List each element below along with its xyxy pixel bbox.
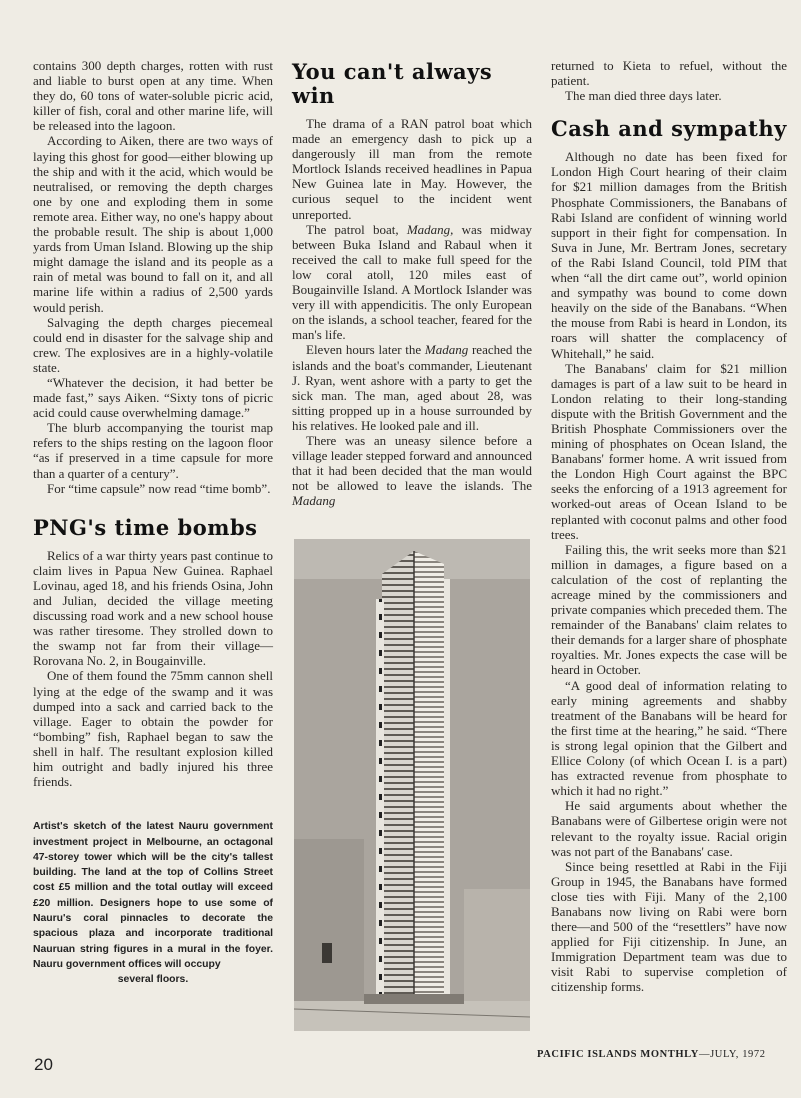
page-number: 20 — [34, 1055, 53, 1074]
photo-caption — [33, 819, 273, 987]
article-paragraph: The patrol boat, Madang, was midway between Buka Island and Rabaul when it received the call to make full speed for the low coral atoll, 120 miles east of Bougainville Island. A Mortlock Islander was very ill with appendicitis. The only European on the islands, a school teacher, feared for the man's life. — [292, 221, 532, 343]
headline-you-cant-always-win: You can't always win — [292, 59, 493, 108]
article-paragraph: The man died three days later. — [565, 88, 722, 104]
article-paragraph: returned to Kieta to refuel, without the patient. — [551, 58, 787, 89]
column-3 — [551, 58, 787, 995]
caption-text: Artist's sketch of the latest Nauru government investment project in Melbourne, an octagonal 47-storey tower which will be the city's tallest building. The land at the top of Collins Street cost £5 million and the total outlay will exceed £20 million. Designers hope to use some of Nauru's coral pinnacles to decorate the spacious plaza and incorporate traditional Nauruan string figures in a mural in the foyer. Nauru government offices will occupy — [33, 821, 273, 970]
issue-date: —JULY, 1972 — [699, 1049, 766, 1060]
running-footer — [537, 1049, 766, 1060]
article-paragraph: He said arguments about whether the Banabans were of Gilbertese origin were not relevant to the royalty issue. Racial origin was not part of the Banabans' case. — [551, 798, 787, 859]
caption-text-end: several floors. — [117, 974, 189, 986]
article-paragraph: The drama of a RAN patrol boat which made an emergency dash to pick up a dangerously ill man from the remote Mortlock Islands received headlines in Papua New Guinea late in May. However, the curious sequel to the incident went unreported. — [292, 116, 532, 222]
article-paragraph: “A good deal of information relating to early mining agreements and shabby treatment of the Banabans will be heard for the first time at the hearing,” he said. “There is strong legal opinion that the Gilbert and Ellice Colony (of which Ocean I. is a part) has extracted revenue from phosphate to which it had no right.” — [551, 677, 787, 799]
article-paragraph: contains 300 depth charges, rotten with rust and liable to burst open at any time. When they do, 60 tons of water-soluble picric acid, killer of fish, coral and other marine life, will be released into the lagoon. — [33, 58, 273, 134]
ship-name: Madang — [424, 342, 469, 358]
headline-cash-and-sympathy: Cash and sympathy — [551, 116, 787, 142]
article-paragraph: Eleven hours later the Madang reached the islands and the boat's commander, Lieutenant J. Ryan, went ashore with a party to get the sick man. The man, aged about 28, was sitting propped up in a house surrounded by his relatives. He looked pale and ill. — [292, 342, 532, 433]
article-paragraph: Failing this, the writ seeks more than $21 million in damages, a figure based on a calculation of the cost of replanting the acreage mined by the commissioners and private companies which preceded them. The remainder of the Banabans' claim relates to their demands for a larger share of phosphate royalties. Mr. Jones expects the case will be heard in October. — [551, 541, 787, 678]
article-paragraph: There was an uneasy silence before a village leader stepped forward and announced that it had been decided that the man would not be allowed to leave the islands. The Madang — [292, 432, 532, 509]
ship-name: Madang, — [406, 221, 454, 237]
article-paragraph: Relics of a war thirty years past continue to claim lives in Papua New Guinea. Raphael Lovinau, aged 18, and his friends Osina, John and Julian, decided the village meeting discussing road work and a new school house was rather tiresome. They strolled down to the swamp not far from their village—Rorovana No. 2, in Bougainville. — [33, 547, 273, 669]
article-paragraph: According to Aiken, there are two ways of laying this ghost for good—either blowing up the ship and with it the acid, which would be neutralised, or removing the depth charges one by one and exploding them in some remote area. Either way, no one's happy about the probable result. The ship is about 1,000 yards from Uman Island. Blowing up the ship might damage the island and its people as a rain of metal was bound to fall on it, and all marine life within a radius of 2,500 yards would perish. — [33, 133, 273, 315]
article-paragraph: One of them found the 75mm cannon shell lying at the edge of the swamp and it was dumped into a sack and carried back to the village. Eager to obtain the powder for “bombing” fish, Raphael began to saw the shell in half. The resultant explosion killed him outright and badly injured his three friends. — [33, 668, 273, 790]
article-paragraph: Salvaging the depth charges piecemeal could end in disaster for the salvage ship and crew. The explosives are in a highly-volatile state. — [33, 314, 273, 375]
tower-sketch-image — [294, 539, 530, 1031]
article-paragraph: The blurb accompanying the tourist map refers to the ships resting on the lagoon floor “as if preserved in a time capsule for more than a quarter of a century”. — [33, 420, 273, 481]
column-1 — [33, 58, 273, 987]
magazine-title: PACIFIC ISLANDS MONTHLY — [537, 1049, 699, 1060]
article-paragraph: For “time capsule” now read “time bomb”. — [47, 480, 271, 496]
article-paragraph: Since being resettled at Rabi in the Fiji Group in 1945, the Banabans have formed close ties with Fiji. Many of the 2,100 Banabans now living on Rabi were born there—and 500 of the “resettlers” have now applied for Fiji citizenship. In June, an Immigration Department team was due to visit Rabi to supervise completion of citizenship forms. — [551, 858, 787, 995]
column-2 — [292, 58, 532, 508]
article-paragraph: Although no date has been fixed for London High Court hearing of their claim for $21 million damages from the British Phosphate Commissioners, the Banabans of Rabi Island are confident of winning world support in their fight for compensation. In Suva in June, Mr. Bertram Jones, secretary of the Rabi Island Council, told PIM that when “all the dirt came out”, world opinion and sympathy was bound to come down heavily on the side of the Banabans. “When the mouse from Rabi is heard in London, its roars will shatter the complacency of Whitehall,” he said. — [551, 149, 787, 361]
headline-png-time-bombs: PNG's time bombs — [33, 514, 258, 540]
tower-illustration — [294, 539, 530, 1031]
article-paragraph: “Whatever the decision, it had better be made fast,” says Aiken. “Sixty tons of picric acid could cause overwhelming damage.” — [33, 374, 273, 421]
ship-name: Madang — [292, 493, 336, 509]
article-paragraph: The Banabans' claim for $21 million damages is part of a law suit to be heard in London relating to their long-standing dispute with the British Government and the British Phosphate Commissioners over the mining of phosphates on Ocean Island, the Banabans' former home. A writ issued from the London High Court against the BPC seeks the enforcing of a 1913 agreement for worked-out areas of Ocean Island to be replanted with coconut palms and other food trees. — [551, 360, 787, 542]
